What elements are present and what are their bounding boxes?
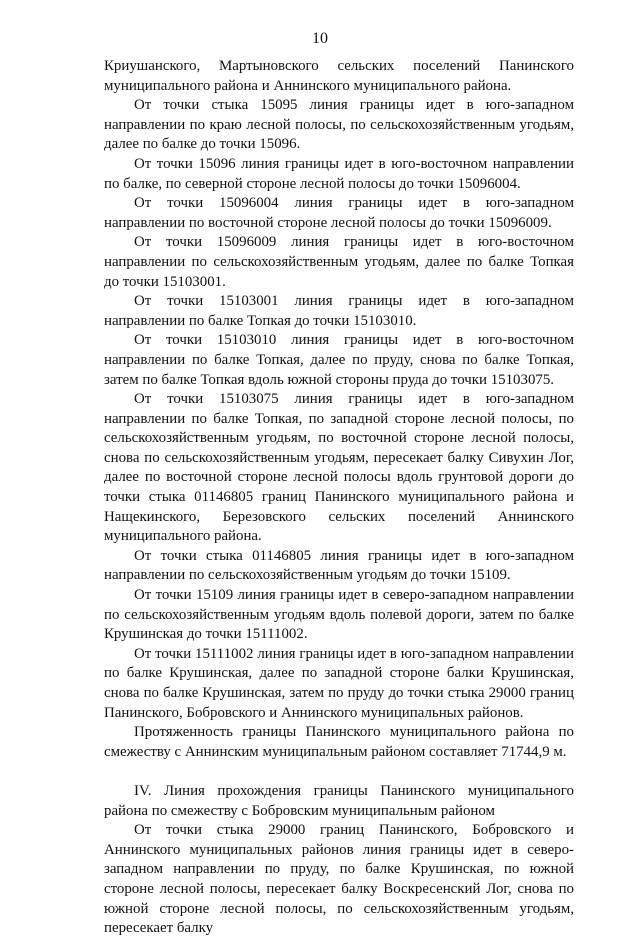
paragraph: От точки 15096009 линия границы идет в юго-восточном направлении по сельскохозяйственным угодьям, далее по балке Топкая до точки 15103001. xyxy=(104,234,574,290)
paragraph: От точки стыка 01146805 линия границы идет в юго-западном направлении по сельскохозяйственным угодьям до точки 15109. xyxy=(104,547,574,584)
paragraph: От точки 15096 линия границы идет в юго-восточном направлении по балке, по северной стороне лесной полосы до точки 15096004. xyxy=(104,155,574,192)
paragraph: От точки 15096004 линия границы идет в юго-западном направлении по восточной стороне лесной полосы до точки 15096009. xyxy=(104,195,574,231)
document-body xyxy=(104,57,574,939)
paragraph: От точки 15109 линия границы идет в северо-западном направлении по сельскохозяйственным угодьям вдоль полевой дороги, затем по балке Крушинская до точки 15111002. xyxy=(104,587,574,643)
paragraph: От точки стыка 29000 границ Панинского, Бобровского и Аннинского муниципальных районов линия границы идет в северо-западном направлении по пруду, по балке Крушинская, по южной стороне лесной полосы, пересекает балку Воскресенский Лог, снова по южной стороне лесной полосы, по сельскохозяйственным угодьям, пересекает балку xyxy=(104,822,574,937)
paragraph: От точки 15103075 линия границы идет в юго-западном направлении по балке Топкая, по западной стороне лесной полосы, по сельскохозяйственным угодьям, по восточной стороне лесной полосы, снова по сельскохозяйственным угодьям, пересекает балку Сивухин Лог, далее по восточной стороне лесной полосы вдоль грунтовой дороги до точки стыка 01146805 границ Панинского муниципального района и Нащекинского, Березовского сельских поселений Аннинского муниципального района. xyxy=(104,391,574,545)
paragraph: От точки 15103010 линия границы идет в юго-восточном направлении по балке Топкая, далее по пруду, снова по балке Топкая, затем по балке Топкая вдоль южной стороны пруда до точки 15103075. xyxy=(104,332,574,388)
page-number: 10 xyxy=(312,30,328,47)
section-heading: IV. Линия прохождения границы Панинского муниципального района по смежеству с Бобровским муниципальным районом xyxy=(104,782,574,819)
paragraph: От точки стыка 15095 линия границы идет в юго-западном направлении по краю лесной полосы, по сельскохозяйственным угодьям, далее по балке до точки 15096. xyxy=(104,97,574,153)
paragraph-continuation: Криушанского, Мартыновского сельских поселений Панинского муниципального района и Аннинского муниципального района. xyxy=(104,58,574,94)
paragraph: От точки 15103001 линия границы идет в юго-западном направлении по балке Топкая до точки 15103010. xyxy=(104,293,574,329)
paragraph: От точки 15111002 линия границы идет в юго-западном направлении по балке Крушинская, далее по западной стороне балки Крушинская, снова по балке Крушинская, затем по пруду до точки стыка 29000 границ Панинского, Бобровского и Аннинского муниципальных районов. xyxy=(104,645,574,721)
paragraph-total-length: Протяженность границы Панинского муниципального района по смежеству с Аннинским муниципальным районом составляет 71744,9 м. xyxy=(104,724,574,760)
